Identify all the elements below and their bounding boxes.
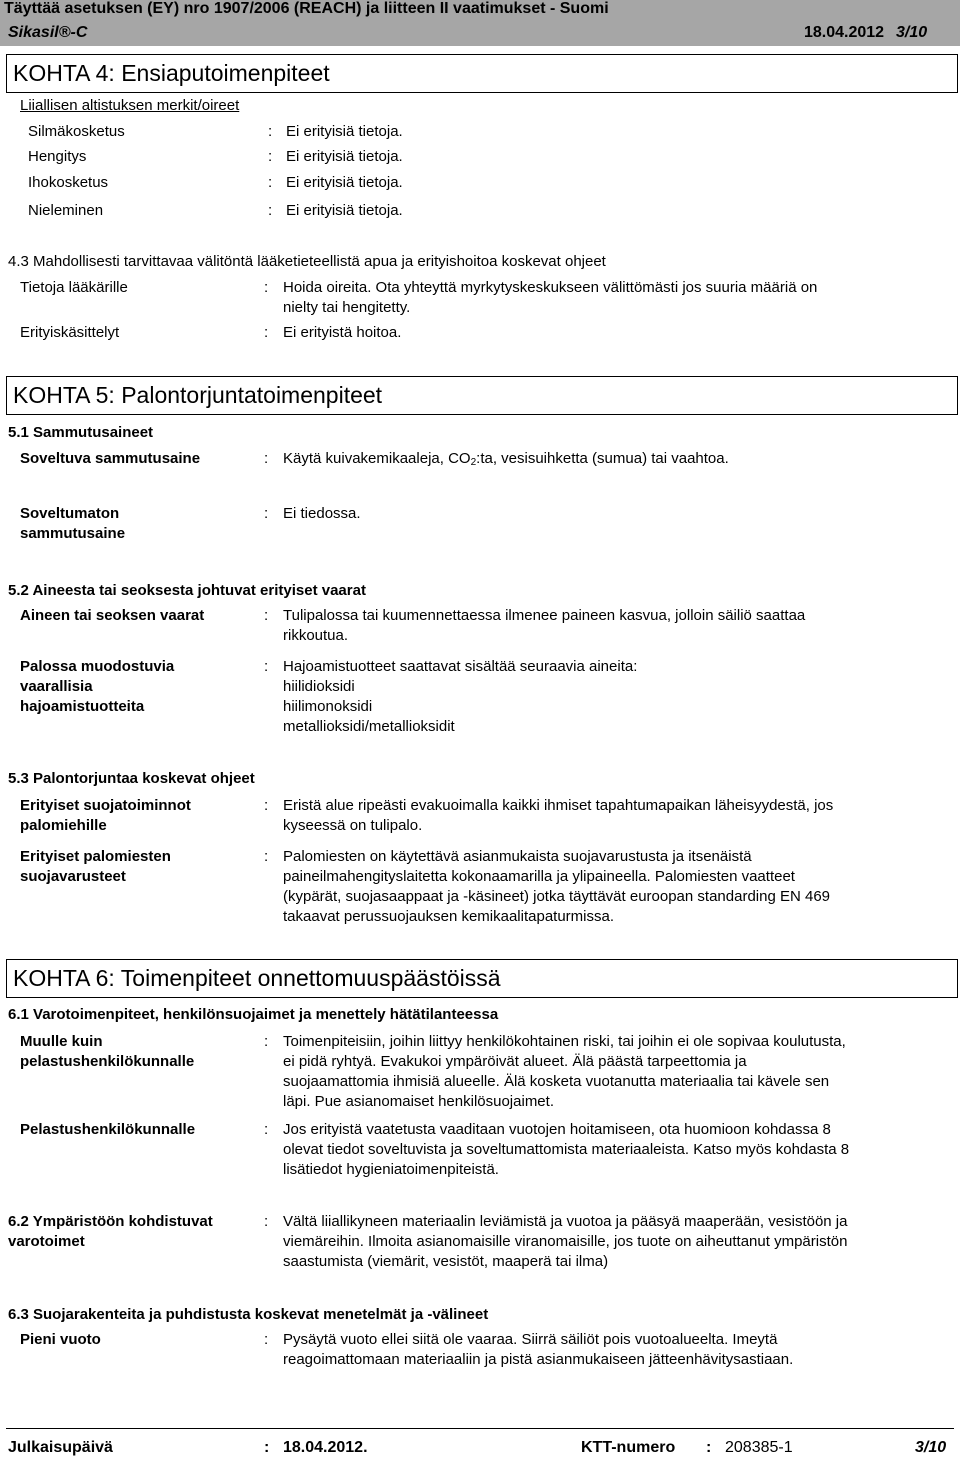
- footer-date-label: Julkaisupäivä: [8, 1439, 113, 1456]
- footer-date-value: 18.04.2012.: [283, 1439, 368, 1456]
- s53-heading: 5.3 Palontorjuntaa koskevat ohjeet: [8, 770, 255, 787]
- suitable-text-pre: Käytä kuivakemikaaleja, CO: [283, 450, 471, 467]
- row-colon: :: [264, 1213, 269, 1230]
- row-label-ingestion: Nieleminen: [28, 202, 104, 219]
- row-label-suitable: Soveltuva sammutusaine: [20, 450, 201, 467]
- row-colon: :: [264, 607, 269, 624]
- row-label-non-emergency: Muulle kuin pelastushenkilökunnalle: [20, 1033, 195, 1070]
- row-colon: :: [264, 450, 269, 467]
- row-value-doctor: Hoida oireita. Ota yhteyttä myrkytyskeskukseen välittömästi jos suuria määriä on nielty tai hengitetty.: [283, 279, 818, 316]
- row-value-special-treatment: Ei erityistä hoitoa.: [283, 324, 402, 341]
- section-5-title: KOHTA 5: Palontorjuntatoimenpiteet: [13, 382, 383, 408]
- row-label-emergency: Pelastushenkilökunnalle: [20, 1121, 196, 1138]
- row-colon: :: [264, 797, 269, 814]
- header-title: Täyttää asetuksen (EY) nro 1907/2006 (REACH) ja liitteen II vaatimukset - Suomi: [4, 0, 609, 17]
- row-value-special-actions: Eristä alue ripeästi evakuoimalla kaikki ihmiset tapahtumapaikan läheisyydestä, jos kyseessä on tulipalo.: [283, 797, 834, 834]
- footer-ktt-label: KTT-numero: [581, 1439, 676, 1456]
- section-6-title: KOHTA 6: Toimenpiteet onnettomuuspäästöissä: [13, 965, 501, 991]
- row-label-unsuitable: Soveltumaton sammutusaine: [20, 505, 126, 542]
- row-label-small-spill: Pieni vuoto: [20, 1331, 101, 1348]
- row-colon: :: [264, 848, 269, 865]
- row-value-inhalation: Ei erityisiä tietoja.: [286, 148, 403, 165]
- row-colon: :: [268, 174, 273, 191]
- row-colon: :: [264, 1121, 269, 1138]
- row-value-non-emergency: Toimenpiteisiin, joihin liittyy henkilökohtainen riski, tai joihin ei ole sopivaa koulutusta, ei pidä ryhtyä. Evakukoi ympäröivät alueet. Älä päästä tarpeettomia ja suojaamattomia ihmisiä alueelle. Älä kosketa vuotanutta materiaalia tai kävele sen läpi. Pue asianomaiset henkilösuojaimet.: [283, 1033, 846, 1110]
- row-colon: :: [268, 148, 273, 165]
- row-value-small-spill: Pysäytä vuoto ellei siitä ole vaaraa. Siirrä säiliöt pois vuotoalueelta. Imeytä reagoimattomaan materiaaliin ja pistä asianmukaiseen jätteenhävitysastiaan.: [283, 1331, 794, 1368]
- suitable-text-sub: 2: [470, 457, 477, 468]
- section-6-box: [6, 959, 958, 998]
- footer-ktt-value: 208385-1: [725, 1439, 793, 1456]
- row-colon: :: [264, 1331, 269, 1348]
- row-value-combustion: Hajoamistuotteet saattavat sisältää seuraavia aineita: hiilidioksidi hiilimonoksidi metallioksidi/metallioksidit: [283, 658, 638, 735]
- footer-colon: :: [264, 1439, 270, 1456]
- row-label-doctor: Tietoja lääkärille: [20, 279, 128, 296]
- row-colon: :: [264, 324, 269, 341]
- row-label-combustion: Palossa muodostuvia vaarallisia hajoamistuotteita: [20, 658, 175, 715]
- row-value-emergency: Jos erityistä vaatetusta vaaditaan vuotojen hoitamiseen, ota huomioon kohdassa 8 olevat tiedot soveltuvista ja soveltumattomista materiaaleista. Katso myös kohdasta 8 lisätiedot hygieniatoimenpiteistä.: [283, 1121, 850, 1178]
- row-colon: :: [264, 658, 269, 675]
- row-label-hazard: Aineen tai seoksen vaarat: [20, 607, 205, 624]
- row-label-inhalation: Hengitys: [28, 148, 87, 165]
- row-value-unsuitable: Ei tiedossa.: [283, 505, 361, 522]
- footer-page: 3/10: [915, 1439, 947, 1456]
- s61-heading: 6.1 Varotoimenpiteet, henkilönsuojaimet ja menettely hätätilanteessa: [8, 1006, 499, 1023]
- row-value-hazard: Tulipalossa tai kuumennettaessa ilmenee paineen kasvua, jolloin säiliö saattaa rikkoutua.: [283, 607, 806, 644]
- row-label-skin: Ihokosketus: [28, 174, 109, 191]
- row-colon: :: [264, 279, 269, 296]
- header-date: 18.04.2012: [804, 24, 885, 41]
- row-label-protective-equipment: Erityiset palomiesten suojavarusteet: [20, 848, 171, 885]
- row-colon: :: [264, 505, 269, 522]
- section-5-box: [6, 376, 958, 415]
- suitable-text-post: :ta, vesisuihketta (sumua) tai vaahtoa.: [476, 450, 729, 467]
- row-colon: :: [268, 123, 273, 140]
- s63-heading: 6.3 Suojarakenteita ja puhdistusta koskevat menetelmät ja -välineet: [8, 1306, 489, 1323]
- footer-rule: [6, 1428, 954, 1429]
- row-value-ingestion: Ei erityisiä tietoja.: [286, 202, 403, 219]
- row-label-special-actions: Erityiset suojatoiminnot palomiehille: [20, 797, 191, 834]
- footer-colon: :: [706, 1439, 712, 1456]
- section-4-title: KOHTA 4: Ensiaputoimenpiteet: [13, 60, 330, 86]
- section-4-box: [6, 54, 958, 93]
- product-name: Sikasil®-C: [8, 24, 88, 41]
- header-page: 3/10: [896, 24, 928, 41]
- row-value-eye: Ei erityisiä tietoja.: [286, 123, 403, 140]
- row-value-environment: Vältä liiallikyneen materiaalin leviämistä ja vuotoa ja pääsyä maaperään, vesistöön ja viemäreihin. Ilmoita asianomaisille viranomaisille, jos tuote on aiheuttanut ympäristön saastumista (viemärit, vesistöt, maaperä tai ilma): [283, 1213, 848, 1270]
- row-colon: :: [264, 1033, 269, 1050]
- row-colon: :: [268, 202, 273, 219]
- row-label-eye: Silmäkosketus: [28, 123, 125, 140]
- s51-heading: 5.1 Sammutusaineet: [8, 424, 154, 441]
- s4-subheading: Liiallisen altistuksen merkit/oireet: [20, 97, 240, 114]
- row-value-suitable: [283, 449, 729, 473]
- row-label-environment: 6.2 Ympäristöön kohdistuvat varotoimet: [8, 1213, 213, 1250]
- row-value-skin: Ei erityisiä tietoja.: [286, 174, 403, 191]
- row-label-special-treatment: Erityiskäsittelyt: [20, 324, 120, 341]
- row-value-protective-equipment: Palomiesten on käytettävä asianmukaista suojavarustusta ja itsenäistä paineilmahengityslaitetta kokonaamarilla ja ylipaineella. Palomiesten vaatteet (kypärät, suojasaappaat ja -käsineet) jotka täyttävät euroopan standarding EN 469 takaavat perussuojauksen kemikaalitapaturmissa.: [283, 848, 831, 925]
- s43-heading: 4.3 Mahdollisesti tarvittavaa välitöntä lääketieteellistä apua ja erityishoitoa koskevat ohjeet: [8, 253, 606, 270]
- s52-heading: 5.2 Aineesta tai seoksesta johtuvat erityiset vaarat: [8, 582, 366, 599]
